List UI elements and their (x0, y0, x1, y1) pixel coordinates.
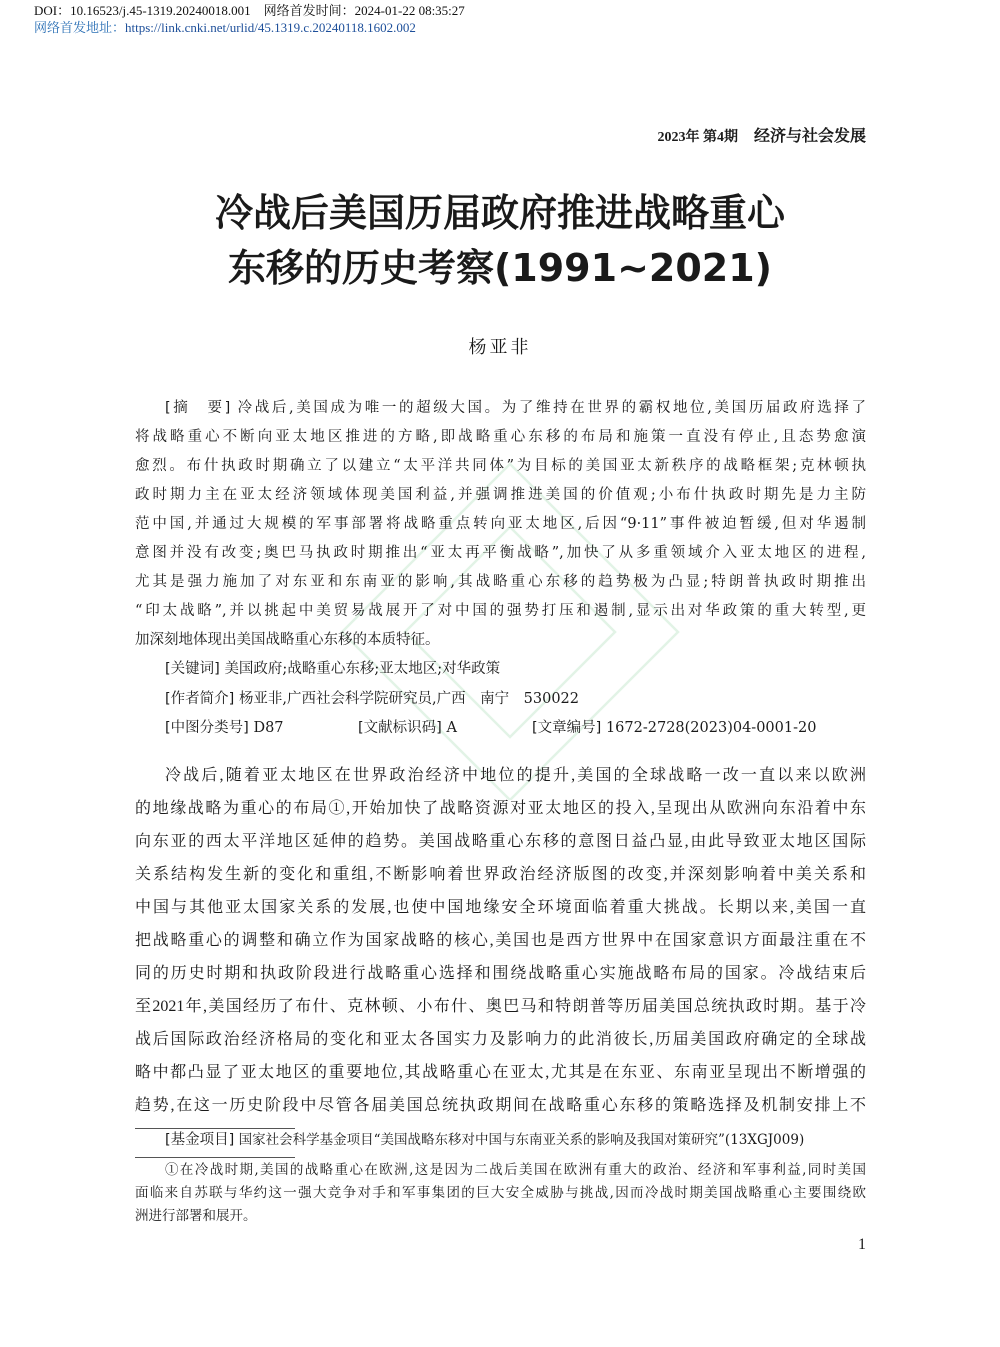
body-line: 把战略重心的调整和确立作为国家战略的核心,美国也是西方世界中在国家意识方面最注重在不 (135, 932, 866, 949)
article-number-tag: [文章编号] (532, 720, 602, 736)
abstract-line (165, 398, 866, 418)
body-line: 战后国际政治经济格局的变化和亚太各国实力及影响力的此消彼长,历届美国政府确定的全球战 (135, 1031, 866, 1048)
page-number: 1 (858, 1236, 866, 1253)
clc-number (165, 718, 284, 738)
author-name: 杨亚非 (468, 337, 532, 358)
journal-name: 经济与社会发展 (753, 126, 866, 145)
running-header (657, 123, 866, 146)
abstract-line: “印太战略”,并以挑起中美贸易战展开了对中国的强势打压和遏制,显示出对华政策的重大转型,更 (135, 603, 866, 619)
abstract-line: 范中国,并通过大规模的军事部署将战略重点转向亚太地区,后因“9·11”事件被迫暂缓,但对华遏制 (135, 516, 866, 532)
abstract-line: 将战略重心不断向亚太地区推进的方略,即战略重心东移的布局和施策一直没有停止,且态势愈演 (135, 429, 866, 445)
clc-value: D87 (253, 720, 284, 736)
fund-note (165, 1131, 804, 1149)
body-line: 中国与其他亚太国家关系的发展,也使中国地缘安全环境面临着重大挑战。长期以来,美国一直 (135, 899, 866, 916)
abstract-line: 政时期力主在亚太经济领域体现美国利益,并强调推进美国的价值观;小布什执政时期先是力主防 (135, 487, 866, 503)
footnote-divider (135, 1157, 295, 1158)
body-line: 关系结构发生新的变化和重组,不断影响着世界政治经济版图的改变,并深刻影响着中美关系和 (135, 866, 866, 883)
footnote-line: 洲进行部署和展开。 (135, 1208, 257, 1224)
abstract-line: 意图并没有改变;奥巴马执政时期推出“亚太再平衡战略”,加快了从多重领域介入亚太地区的进程, (135, 545, 866, 561)
article-number-value: 1672-2728(2023)04-0001-20 (605, 720, 817, 736)
issue-label: 2023年 第4期 (657, 130, 738, 145)
clc-tag: [中图分类号] (165, 720, 249, 736)
online-address (34, 20, 416, 36)
author-info-tag: [作者简介] (165, 691, 235, 707)
footnote-line: 面临来自苏联与华约这一强大竞争对手和军事集团的巨大安全威胁与挑战,因而冷战时期美国战略重心主要围绕欧 (135, 1185, 866, 1201)
body-line: 趋势,在这一历史阶段中尽管各届美国总统执政期间在战略重心东移的策略选择及机制安排上不 (135, 1097, 866, 1114)
body-line: 冷战后,随着亚太地区在世界政治经济中地位的提升,美国的全球战略一改一直以来以欧洲 (165, 767, 866, 784)
doi-line: DOI：10.16523/j.45-1319.20240018.001 网络首发时间：2024-01-22 08:35:27 (34, 3, 465, 18)
body-line: 略中都凸显了亚太地区的重要地位,其战略重心在亚太,尤其是在东亚、东南亚呈现出不断增强的 (135, 1064, 866, 1081)
online-address-link[interactable]: https://link.cnki.net/urlid/45.1319.c.20240118.1602.002 (125, 20, 416, 35)
footnote-line: ①在冷战时期,美国的战略重心在欧洲,这是因为二战后美国在欧洲有重大的政治、经济和军事利益,同时美国 (165, 1162, 866, 1178)
body-line: 向东亚的西太平洋地区延伸的趋势。美国战略重心东移的意图日益凸显,由此导致亚太地区国际 (135, 833, 866, 850)
fund-tag: [基金项目] (165, 1132, 235, 1148)
document-code-tag: [文献标识码] (358, 720, 442, 736)
document-code (358, 718, 457, 738)
article-number (532, 718, 816, 738)
title-line-2: 东移的历史考察(1991~2021) (227, 246, 773, 290)
abstract-text: 冷战后,美国成为唯一的超级大国。为了维持在世界的霸权地位,美国历届政府选择了 (237, 400, 866, 416)
abstract-tag: [摘 要] (165, 400, 231, 416)
abstract-line: 愈烈。布什执政时期确立了以建立“太平洋共同体”为目标的美国亚太新秩序的战略框架;克林顿执 (135, 458, 866, 474)
keywords-text: 美国政府;战略重心东移;亚太地区;对华政策 (224, 661, 501, 677)
keywords-tag: [关键词] (165, 661, 220, 677)
footnote-divider (135, 1128, 295, 1129)
document-code-value: A (446, 720, 457, 736)
online-address-label: 网络首发地址： (34, 20, 126, 35)
keywords (165, 659, 500, 679)
body-line: 至2021年,美国经历了布什、克林顿、小布什、奥巴马和特朗普等历届美国总统执政时期。基于冷 (135, 998, 866, 1015)
abstract-line: 尤其是强力施加了对东亚和东南亚的影响,其战略重心东移的趋势极为凸显;特朗普执政时期推出 (135, 574, 866, 590)
author-info (165, 689, 579, 709)
body-line: 同的历史时期和执政阶段进行战略重心选择和围绕战略重心实施战略布局的国家。冷战结束后 (135, 965, 866, 982)
body-line: 的地缘战略为重心的布局①,开始加快了战略资源对亚太地区的投入,呈现出从欧洲向东沿着中东 (135, 800, 866, 817)
fund-text: 国家社会科学基金项目“美国战略东移对中国与东南亚关系的影响及我国对策研究”(13XGJ009) (238, 1132, 805, 1148)
abstract-line: 加深刻地体现出美国战略重心东移的本质特征。 (135, 632, 440, 648)
title-line-1: 冷战后美国历届政府推进战略重心 (214, 191, 785, 235)
author-info-text: 杨亚非,广西社会科学院研究员,广西 南宁 530022 (238, 691, 580, 707)
